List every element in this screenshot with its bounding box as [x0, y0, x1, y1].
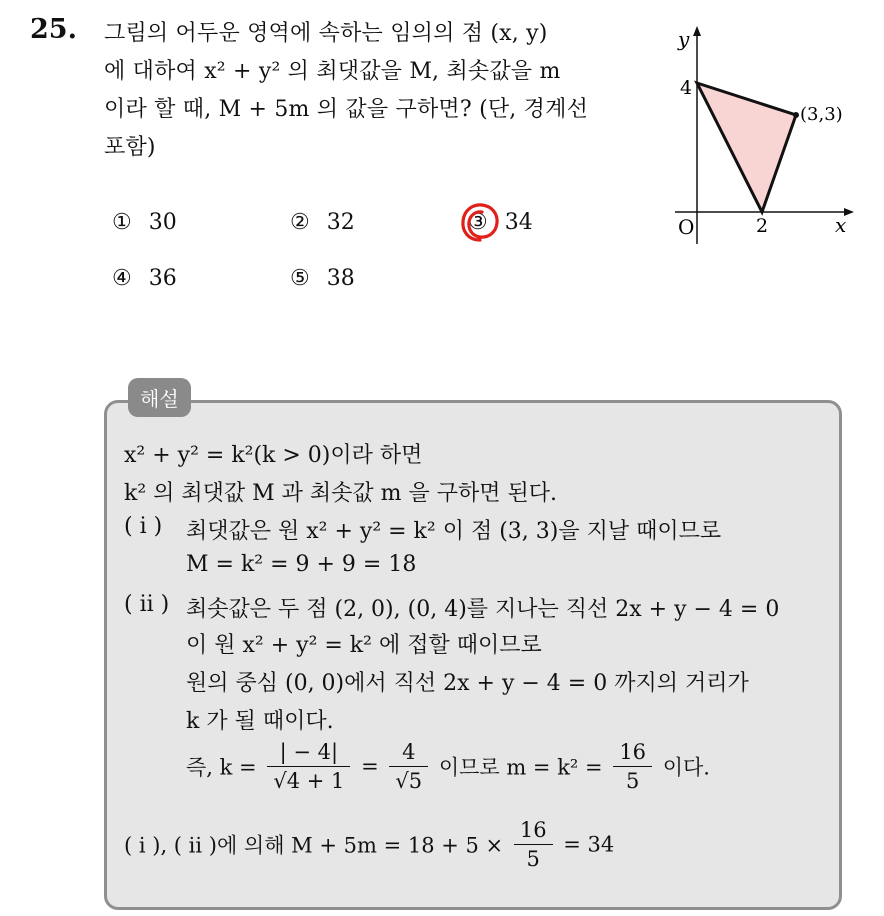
choice-1-number: ①	[112, 210, 132, 235]
equation-prefix: 즉, k =	[186, 755, 257, 780]
x-axis-label: x	[835, 213, 847, 237]
choice-1[interactable]	[112, 210, 177, 235]
case2-line-4: k 가 될 때이다.	[186, 709, 334, 734]
case2-label: ( ii )	[124, 592, 170, 617]
equation-equals: =	[361, 754, 379, 779]
y-axis-arrow-icon	[693, 26, 701, 36]
final-prefix: ( i ), ( ii )에 의해 M + 5m = 18 + 5 ×	[124, 833, 504, 858]
x-tick-label: 2	[756, 215, 769, 237]
point-3-3	[793, 112, 799, 118]
case1-label: ( i )	[124, 514, 163, 539]
question-number: 25.	[30, 14, 77, 45]
case2-line-2: 이 원 x² + y² = k² 에 접할 때이므로	[186, 633, 542, 658]
question-line-2: 에 대하여 x² + y² 의 최댓값을 M, 최솟값을 m	[104, 59, 561, 84]
solution-line-1: x² + y² = k²(k > 0)이라 하면	[124, 443, 423, 468]
fraction-distance	[267, 740, 350, 793]
question-line-4: 포함)	[104, 135, 156, 160]
fraction-sixteen-fifths	[613, 740, 652, 793]
choice-4-value: 36	[148, 266, 177, 291]
origin-label: O	[678, 215, 695, 239]
solution-line-2: k² 의 최댓값 M 과 최솟값 m 을 구하면 된다.	[124, 481, 557, 506]
fraction-distance-numerator: | − 4|	[267, 740, 350, 767]
choice-2-value: 32	[326, 210, 355, 235]
final-fraction	[514, 818, 553, 871]
choice-1-value: 30	[148, 210, 177, 235]
final-suffix: = 34	[563, 832, 615, 857]
fraction-distance-denominator: √4 + 1	[273, 769, 345, 793]
choice-5[interactable]	[290, 266, 355, 291]
equation-middle-text: 이므로 m = k² =	[438, 755, 603, 780]
case1-line-2: M = k² = 9 + 9 = 18	[186, 552, 417, 577]
point-label: (3,3)	[800, 104, 843, 125]
fraction-sixteen-fifths-denominator: 5	[625, 769, 640, 793]
y-tick-label: 4	[680, 77, 693, 99]
question-line-1: 그림의 어두운 영역에 속하는 임의의 점 (x, y)	[104, 21, 548, 46]
y-axis-label: y	[678, 27, 690, 51]
fraction-four-root5-denominator: √5	[395, 769, 423, 793]
choice-3-value: 34	[504, 210, 533, 235]
equation-line	[186, 740, 710, 793]
fraction-four-root5-numerator: 4	[389, 740, 428, 767]
choice-2-number: ②	[290, 210, 310, 235]
fraction-four-root5	[389, 740, 428, 793]
final-fraction-denominator: 5	[526, 847, 540, 871]
choice-3-number: ③	[468, 210, 488, 235]
equation-suffix: 이다.	[662, 755, 710, 780]
final-fraction-numerator: 16	[514, 818, 553, 845]
fraction-sixteen-fifths-numerator: 16	[613, 740, 652, 767]
choice-4-number: ④	[112, 266, 132, 291]
case2-line-3: 원의 중심 (0, 0)에서 직선 2x + y − 4 = 0 까지의 거리가	[186, 671, 749, 696]
final-line	[124, 818, 614, 871]
choice-5-value: 38	[326, 266, 355, 291]
question-line-3: 이라 할 때, M + 5m 의 값을 구하면? (단, 경계선	[104, 97, 589, 122]
solution-tag: 해설	[128, 378, 191, 417]
case2-line-1: 최솟값은 두 점 (2, 0), (0, 4)를 지나는 직선 2x + y − 4 = 0	[186, 597, 780, 622]
shaded-region	[697, 83, 796, 212]
answer-mark-circle	[456, 198, 504, 246]
case1-line-1: 최댓값은 원 x² + y² = k² 이 점 (3, 3)을 지날 때이므로	[186, 519, 722, 544]
choice-4[interactable]	[112, 266, 177, 291]
coordinate-figure	[660, 24, 870, 254]
choice-5-number: ⑤	[290, 266, 310, 291]
choice-2[interactable]	[290, 210, 355, 235]
